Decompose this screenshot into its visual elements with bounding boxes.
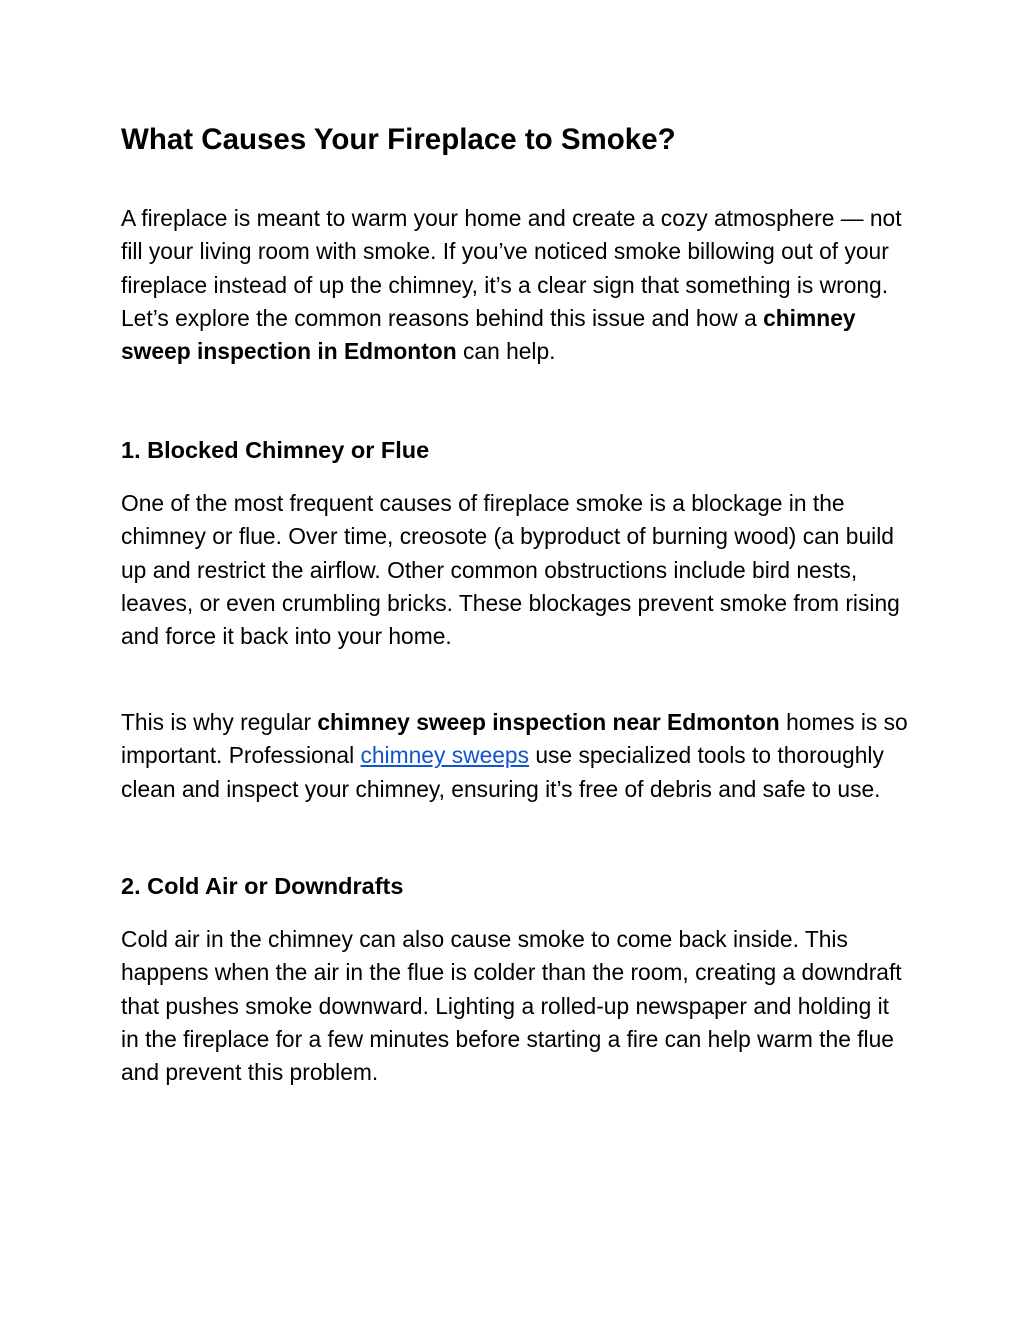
document-title: What Causes Your Fireplace to Smoke?: [121, 123, 676, 156]
chimney-sweeps-link[interactable]: chimney sweeps: [360, 742, 530, 769]
section1-p2-text-after: use specialized tools to thoroughly clean and inspect your chimney, ensuring it’s free of debris and safe to use.: [121, 742, 884, 802]
section2-paragraph1: Cold air in the chimney can also cause smoke to come back inside. This happens when the air in the flue is colder than the room, creating a downdraft that pushes smoke downward. Lighting a rolled-up newspaper and holding it in the fireplace for a few minutes before starting a fire can help warm the flue and prevent this problem.: [121, 926, 902, 1086]
section1-p2-text-middle: homes is so important. Professional: [121, 709, 908, 769]
section1-p2-bold-phrase: chimney sweep inspection near Edmonton: [317, 709, 780, 735]
section1-paragraph2: [121, 706, 911, 806]
section1-paragraph1: One of the most frequent causes of fireplace smoke is a blockage in the chimney or flue. Over time, creosote (a byproduct of burning wood) can build up and restrict the airflow. Other common obstructions include bird nests, leaves, or even crumbling bricks. These blockages prevent smoke from rising and force it back into your home.: [121, 490, 900, 650]
section-heading-cold-air: 2. Cold Air or Downdrafts: [121, 873, 404, 899]
intro-paragraph: [121, 202, 911, 368]
intro-bold-phrase: chimney sweep inspection in Edmonton: [121, 304, 856, 365]
intro-text-after: can help.: [456, 338, 556, 365]
section1-p2-text-before: This is why regular: [121, 709, 318, 735]
section-heading-blocked-chimney: 1. Blocked Chimney or Flue: [121, 437, 430, 463]
intro-text-before: A fireplace is meant to warm your home and create a cozy atmosphere — not fill your living room with smoke. If you’ve noticed smoke billowing out of your fireplace instead of up the chimney, it’s a clear sign that something is wrong. Let’s explore the common reasons behind this issue and how a: [121, 205, 902, 331]
